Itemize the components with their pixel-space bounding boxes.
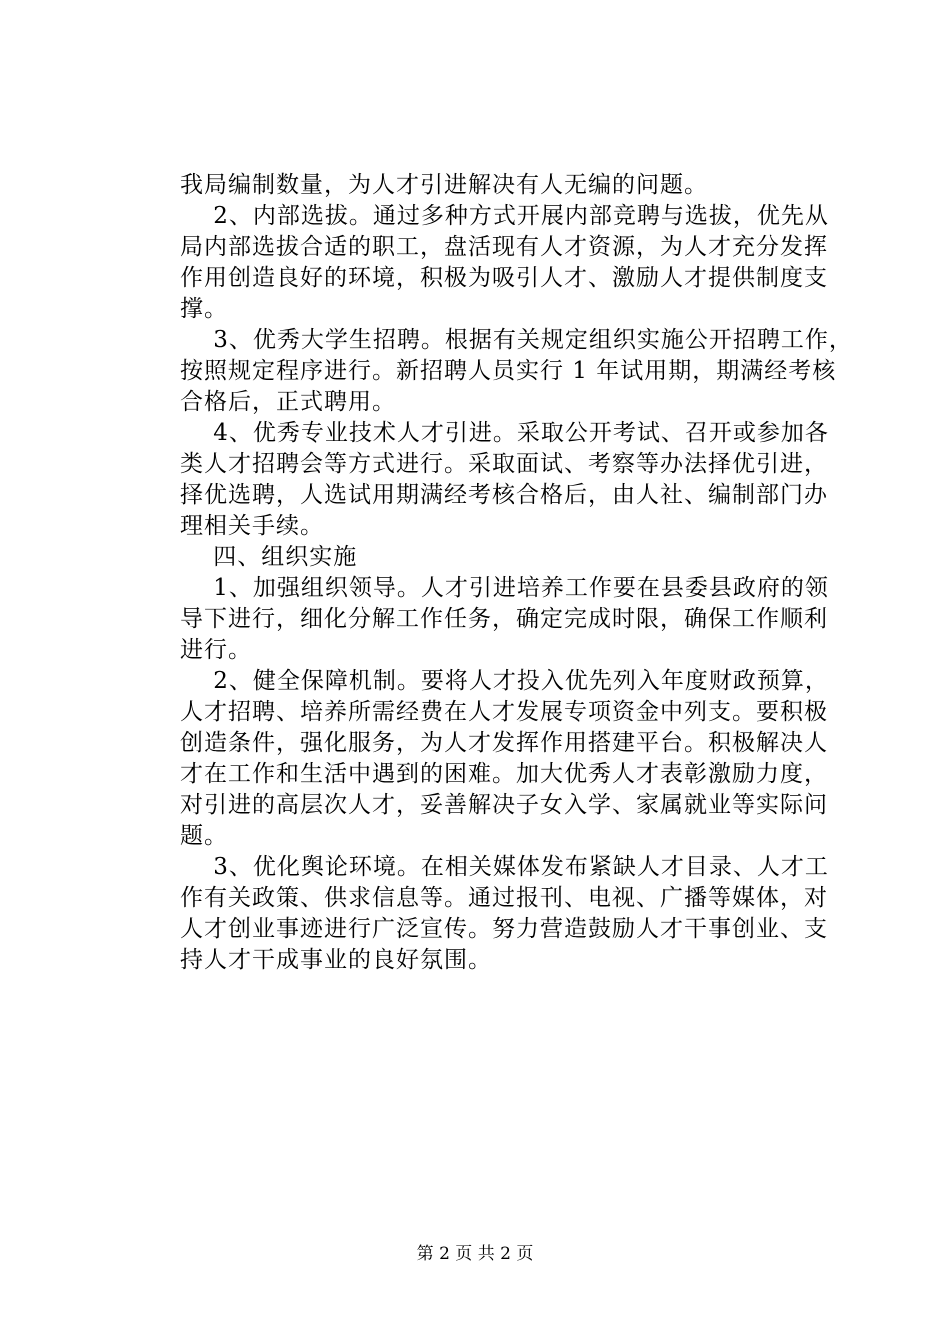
text-line: 3、优秀大学生招聘。根据有关规定组织实施公开招聘工作，	[180, 327, 853, 353]
text-line: 人才招聘、培养所需经费在人才发展专项资金中列支。要积极	[180, 699, 828, 725]
text-line: 导下进行，细化分解工作任务，确定完成时限，确保工作顺利	[180, 606, 828, 632]
text-line: 四、组织实施	[180, 544, 358, 570]
text-line: 撑。	[180, 296, 228, 322]
document-body	[180, 170, 853, 976]
text-line: 作有关政策、供求信息等。通过报刊、电视、广播等媒体，对	[180, 885, 828, 911]
text-line: 创造条件，强化服务，为人才发挥作用搭建平台。积极解决人	[180, 730, 828, 756]
page-footer: 第 2 页 共 2 页	[416, 1244, 534, 1264]
text-line: 对引进的高层次人才，妥善解决子女入学、家属就业等实际问	[180, 792, 828, 818]
text-line: 4、优秀专业技术人才引进。采取公开考试、召开或参加各	[180, 420, 829, 446]
text-line: 2、内部选拔。通过多种方式开展内部竞聘与选拔，优先从	[180, 203, 829, 229]
text-line: 合格后，正式聘用。	[180, 389, 396, 415]
text-line: 理相关手续。	[180, 513, 324, 539]
text-line: 类人才招聘会等方式进行。采取面试、考察等办法择优引进，	[180, 451, 828, 477]
text-line: 3、优化舆论环境。在相关媒体发布紧缺人才目录、人才工	[180, 854, 829, 880]
text-line: 才在工作和生活中遇到的困难。加大优秀人才表彰激励力度，	[180, 761, 828, 787]
text-line: 进行。	[180, 637, 252, 663]
text-line: 人才创业事迹进行广泛宣传。努力营造鼓励人才干事创业、支	[180, 916, 828, 942]
text-line: 择优选聘，人选试用期满经考核合格后，由人社、编制部门办	[180, 482, 828, 508]
text-line: 作用创造良好的环境，积极为吸引人才、激励人才提供制度支	[180, 265, 828, 291]
text-line: 题。	[180, 823, 228, 849]
text-line: 我局编制数量，为人才引进解决有人无编的问题。	[180, 172, 708, 198]
text-line: 持人才干成事业的良好氛围。	[180, 947, 492, 973]
text-line: 1、加强组织领导。人才引进培养工作要在县委县政府的领	[180, 575, 829, 601]
text-line: 局内部选拔合适的职工，盘活现有人才资源，为人才充分发挥	[180, 234, 828, 260]
text-line: 按照规定程序进行。新招聘人员实行 1 年试用期，期满经考核	[180, 358, 837, 384]
text-line: 2、健全保障机制。要将人才投入优先列入年度财政预算，	[180, 668, 829, 694]
